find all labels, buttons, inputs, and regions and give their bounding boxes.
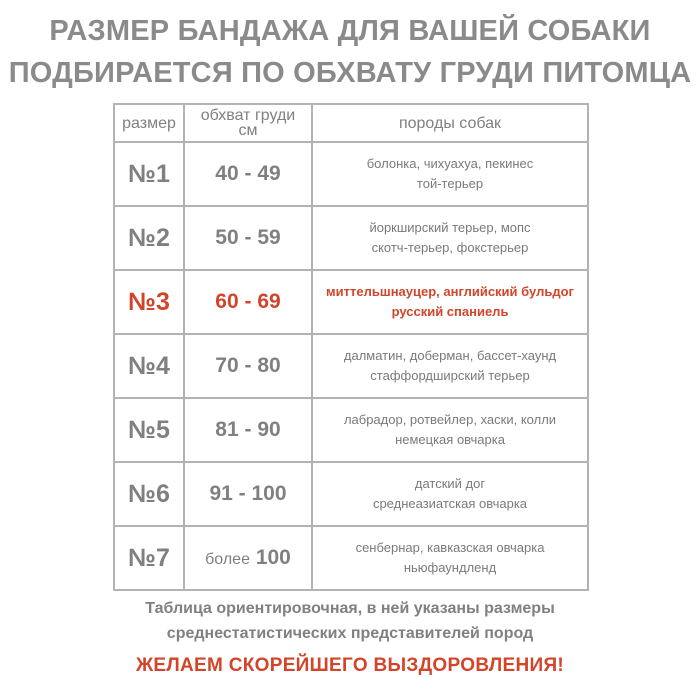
header-chest [184, 104, 312, 142]
breeds-line-2: той-терьер [416, 176, 484, 191]
breeds-cell [312, 270, 588, 334]
breeds-line-2: скотч-терьер, фокстерьер [371, 240, 529, 255]
breeds-line-2: ньюфаундленд [403, 560, 497, 575]
breeds-line-1: далматин, доберман, бассет-хаунд [343, 348, 557, 363]
breeds-line-2: стаффордширский терьер [370, 368, 530, 383]
breeds-line-2: русский спаниель [391, 304, 509, 319]
chest-range-cell: 70 - 80 [184, 334, 312, 398]
chest-range-cell: 81 - 90 [184, 398, 312, 462]
header-chest-line-2: см [238, 122, 258, 139]
title-line-1: РАЗМЕР БАНДАЖА ДЛЯ ВАШЕЙ СОБАКИ [49, 15, 651, 47]
breeds-cell [312, 206, 588, 270]
breeds-line-2: немецкая овчарка [395, 432, 505, 447]
disclaimer-note [0, 596, 700, 646]
table-row [114, 142, 588, 206]
breeds-cell [312, 334, 588, 398]
chest-range-cell [184, 526, 312, 590]
breeds-line-1: сенбернар, кавказская овчарка [355, 540, 545, 555]
breeds-line-2: среднеазиатская овчарка [372, 496, 528, 511]
breeds-cell [312, 142, 588, 206]
table-row-highlighted [114, 270, 588, 334]
breeds-line-1: датский дог [414, 476, 486, 491]
chest-range-cell: 40 - 49 [184, 142, 312, 206]
size-cell: №1 [114, 142, 184, 206]
breeds-cell [312, 462, 588, 526]
page-title [0, 10, 700, 94]
chest-range-cell: 60 - 69 [184, 270, 312, 334]
range-value: 100 [255, 546, 291, 569]
header-breeds: породы собак [312, 104, 588, 142]
size-cell: №2 [114, 206, 184, 270]
size-cell: №3 [114, 270, 184, 334]
table-header-row [114, 104, 588, 142]
size-table [113, 103, 589, 591]
chest-range-cell: 91 - 100 [184, 462, 312, 526]
breeds-line-1: лабрадор, ротвейлер, хаски, колли [343, 412, 557, 427]
table-row [114, 206, 588, 270]
breeds-line-1: миттельшнауцер, английский бульдог [326, 284, 574, 299]
header-chest-line-1: обхват груди [200, 107, 296, 124]
breeds-cell [312, 398, 588, 462]
breeds-cell [312, 526, 588, 590]
table-row [114, 398, 588, 462]
note-line-1: Таблица ориентировочная, в ней указаны размеры [145, 600, 555, 617]
chest-range-cell: 50 - 59 [184, 206, 312, 270]
size-cell: №7 [114, 526, 184, 590]
size-cell: №5 [114, 398, 184, 462]
table-row [114, 462, 588, 526]
size-cell: №4 [114, 334, 184, 398]
size-cell: №6 [114, 462, 184, 526]
range-prefix: более [205, 551, 250, 568]
header-size: размер [114, 104, 184, 142]
get-well-message: ЖЕЛАЕМ СКОРЕЙШЕГО ВЫЗДОРОВЛЕНИЯ! [135, 655, 565, 676]
note-line-2: среднестатистических представителей пород [166, 625, 534, 642]
breeds-line-1: болонка, чихуахуа, пекинес [366, 156, 534, 171]
title-line-2: ПОДБИРАЕТСЯ ПО ОБХВАТУ ГРУДИ ПИТОМЦА [8, 57, 692, 89]
table-row [114, 526, 588, 590]
breeds-line-1: йоркширский терьер, мопс [369, 220, 531, 235]
table-row [114, 334, 588, 398]
